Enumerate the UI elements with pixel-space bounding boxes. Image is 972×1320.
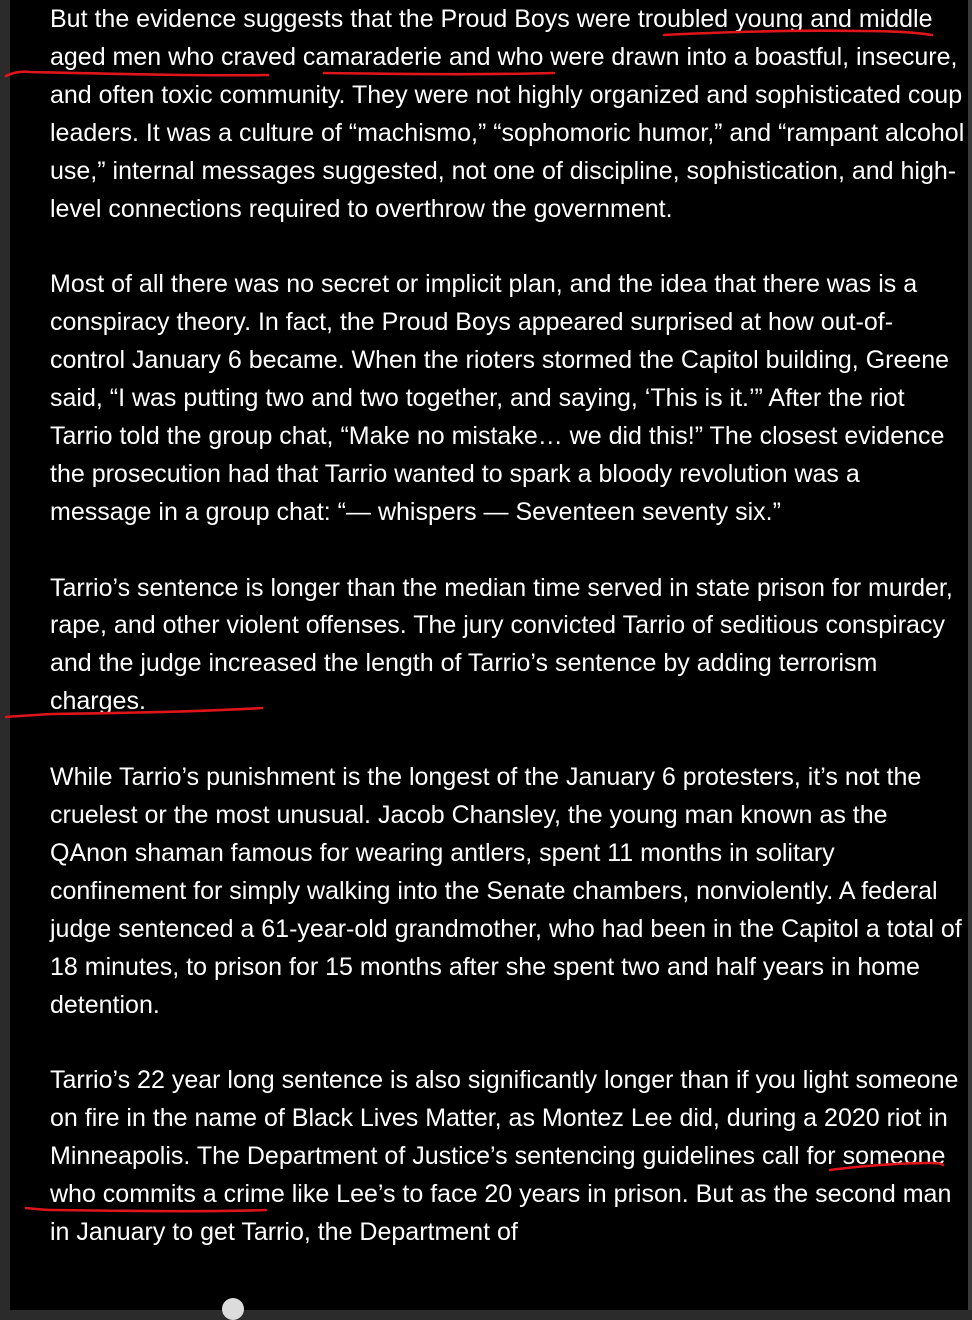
scroll-indicator (222, 1298, 244, 1320)
paragraph-1: But the evidence suggests that the Proud Boys were troubled young and middle aged men who craved camaraderie and who were drawn into a boastful, insecure, and often toxic community. They were not highly organized and sophisticated coup leaders. It was a culture of “machismo,” “sophomoric humor,” and “rampant alcohol use,” internal messages suggested, not one of discipline, sophistication, and high-level connections required to overthrow the government. (50, 5, 965, 223)
paragraph-4: While Tarrio’s punishment is the longest of the January 6 protesters, it’s not the cruelest or the most unusual. Jacob Chansley, the young man known as the QAnon shaman famous for wearing antlers, spent 11 months in solitary confinement for simply walking into the Senate chambers, nonviolently. A federal judge sentenced a 61-year-old grandmother, who had been in the Capitol a total of 18 minutes, to prison for 15 months after she spent two and half years in home detention. (50, 763, 962, 1019)
paragraph-2: Most of all there was no secret or implicit plan, and the idea that there was is a conspiracy theory. In fact, the Proud Boys appeared surprised at how out-of-control January 6 became. When the rioters stormed the Capitol building, Greene said, “I was putting two and two together, and saying, ‘This is it.’” After the riot Tarrio told the group chat, “Make no mistake… we did this!” The closest evidence the prosecution had that Tarrio wanted to spark a bloody revolution was a message in a group chat: “— whispers — Seventeen seventy six.” (50, 270, 950, 526)
document-page (10, 0, 968, 1310)
article-body (50, 1, 965, 1290)
window-edge (968, 0, 972, 1310)
paragraph-5: Tarrio’s 22 year long sentence is also significantly longer than if you light someone on fire in the name of Black Lives Matter, as Montez Lee did, during a 2020 riot in Minneapolis. The Department of Justice’s sentencing guidelines call for someone who commits a crime like Lee’s to face 20 years in prison. But as the second man in January to get Tarrio, the Department of (50, 1066, 959, 1246)
paragraph-3: Tarrio’s sentence is longer than the median time served in state prison for murder, rape, and other violent offenses. The jury convicted Tarrio of seditious conspiracy and the judge increased the length of Tarrio’s sentence by adding terrorism charges. (50, 573, 953, 716)
